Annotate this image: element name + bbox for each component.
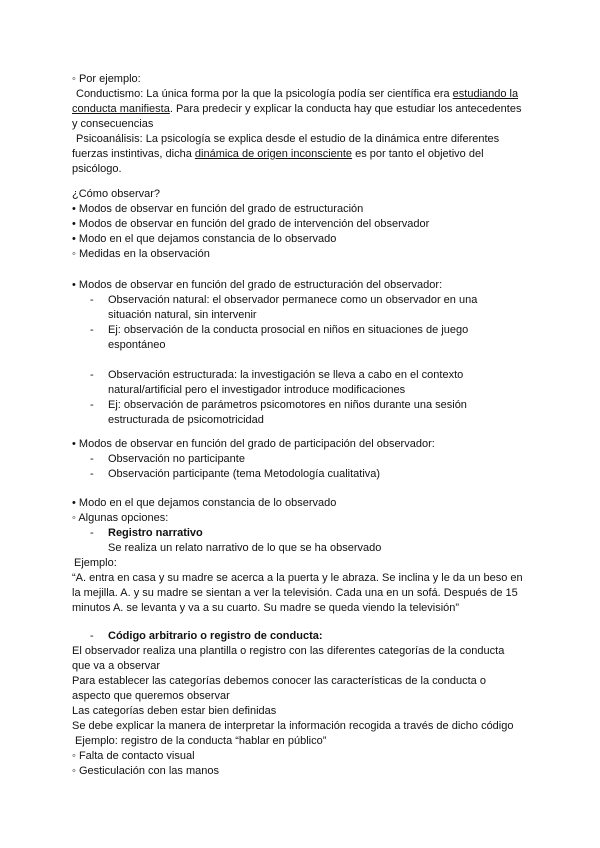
- participacion-item-2: Observación participante (tema Metodología cualitativa): [108, 468, 381, 480]
- como-observar-section: [72, 187, 532, 262]
- list-item: ◦ Medidas en la observación: [72, 248, 210, 260]
- quote-line-1: “A. entra en casa y su madre se acerca a la puerta y le abraza. Se inclina y le da un beso en: [72, 572, 523, 584]
- dash-bullet: -: [90, 468, 94, 480]
- estructuracion-section: [72, 278, 532, 428]
- registro-description: Se realiza un relato narrativo de lo que se ha observado: [108, 542, 382, 554]
- dash-bullet: -: [90, 294, 94, 306]
- dash-bullet: -: [90, 630, 94, 642]
- dash-bullet: -: [90, 453, 94, 465]
- codigo-line: Ejemplo: registro de la conducta “hablar en público”: [72, 735, 327, 747]
- codigo-line: aspecto que queremos observar: [72, 690, 230, 702]
- list-item: [72, 398, 532, 428]
- list-item: [72, 467, 532, 482]
- psicoanalisis-underline: dinámica de origen inconsciente: [194, 148, 353, 160]
- codigo-line: Las categorías deben estar bien definidas: [72, 705, 277, 717]
- quote-line-2: la mejilla. A. y su madre se sientan a ver la televisión. Cada una en un sofá. Después de 15: [72, 587, 518, 599]
- psicoanalisis-text-2: es por tanto el objetivo del: [352, 148, 484, 160]
- psicoanalisis-line-2: [72, 147, 532, 162]
- conductismo-line-1: [72, 87, 532, 102]
- estructurada-line-1: Observación estructurada: la investigación se lleva a cabo en el contexto: [108, 369, 464, 381]
- psicoanalisis-line-1: Psicoanálisis: La psicología se explica desde el estudio de la dinámica entre diferentes: [76, 133, 500, 145]
- natural-example-line-2: espontáneo: [108, 339, 166, 351]
- estructurada-example-line-2: estructurada de psicomotricidad: [108, 414, 264, 426]
- list-item: [72, 368, 532, 398]
- list-item: [72, 526, 532, 541]
- codigo-line: Para establecer las categorías debemos conocer las características de la conducta o: [72, 675, 486, 687]
- list-item: • Modos de observar en función del grado de intervención del observador: [72, 218, 430, 230]
- conductismo-underline-1: estudiando la: [452, 88, 519, 100]
- estructurada-example-line-1: Ej: observación de parámetros psicomotores en niños durante una sesión: [108, 399, 467, 411]
- estructuracion-heading: • Modos de observar en función del grado de estructuración del observador:: [72, 279, 443, 291]
- list-item: [72, 323, 532, 353]
- conductismo-line-2: [72, 102, 532, 117]
- codigo-title: Código arbitrario o registro de conducta:: [108, 630, 323, 642]
- natural-line-2: situación natural, sin intervenir: [108, 309, 257, 321]
- conductismo-text: Conductismo: La única forma por la que la psicología podía ser científica era: [76, 88, 453, 100]
- registro-narrativo-title: Registro narrativo: [108, 527, 203, 539]
- participacion-heading: • Modos de observar en función del grado de participación del observador:: [72, 438, 435, 450]
- codigo-line: ◦ Gesticulación con las manos: [72, 765, 219, 777]
- constancia-section: [72, 496, 532, 616]
- codigo-line: que va a observar: [72, 660, 161, 672]
- constancia-heading: • Modo en el que dejamos constancia de lo observado: [72, 497, 337, 509]
- codigo-section: [72, 629, 532, 779]
- dash-bullet: -: [90, 324, 94, 336]
- conductismo-text-2: . Para predecir y explicar la conducta hay que estudiar los antecedentes: [169, 103, 522, 115]
- participacion-item-1: Observación no participante: [108, 453, 245, 465]
- estructurada-line-2: natural/artificial pero el investigador introduce modificaciones: [108, 384, 406, 396]
- dash-bullet: -: [90, 399, 94, 411]
- example-heading: ◦ Por ejemplo:: [72, 73, 141, 85]
- list-item: [72, 293, 532, 323]
- codigo-line: Se debe explicar la manera de interpretar la información recogida a través de dicho código: [72, 720, 514, 732]
- participacion-section: [72, 437, 532, 482]
- natural-example-line-1: Ej: observación de la conducta prosocial en niños en situaciones de juego: [108, 324, 469, 336]
- conductismo-underline-2: conducta manifiesta: [72, 103, 170, 115]
- list-item: • Modo en el que dejamos constancia de lo observado: [72, 233, 337, 245]
- ejemplo-label: Ejemplo:: [74, 557, 117, 569]
- codigo-line: El observador realiza una plantilla o registro con las diferentes categorías de la conducta: [72, 645, 505, 657]
- natural-line-1: Observación natural: el observador permanece como un observador en una: [108, 294, 478, 306]
- dash-bullet: -: [90, 369, 94, 381]
- list-item: [72, 452, 532, 467]
- quote-line-3: minutos A. se levanta y va a su cuarto. Su madre se queda viendo la televisión”: [72, 602, 460, 614]
- opciones-label: ◦ Algunas opciones:: [72, 512, 169, 524]
- psicoanalisis-line-3: psicólogo.: [72, 163, 122, 175]
- list-item: • Modos de observar en función del grado de estructuración: [72, 203, 364, 215]
- como-observar-heading: ¿Cómo observar?: [72, 188, 161, 200]
- codigo-line: ◦ Falta de contacto visual: [72, 750, 195, 762]
- intro-section: [72, 72, 532, 177]
- list-item: [72, 629, 532, 644]
- conductismo-line-3: y consecuencias: [72, 118, 154, 130]
- dash-bullet: -: [90, 527, 94, 539]
- psicoanalisis-text: fuerzas instintivas, dicha: [72, 148, 195, 160]
